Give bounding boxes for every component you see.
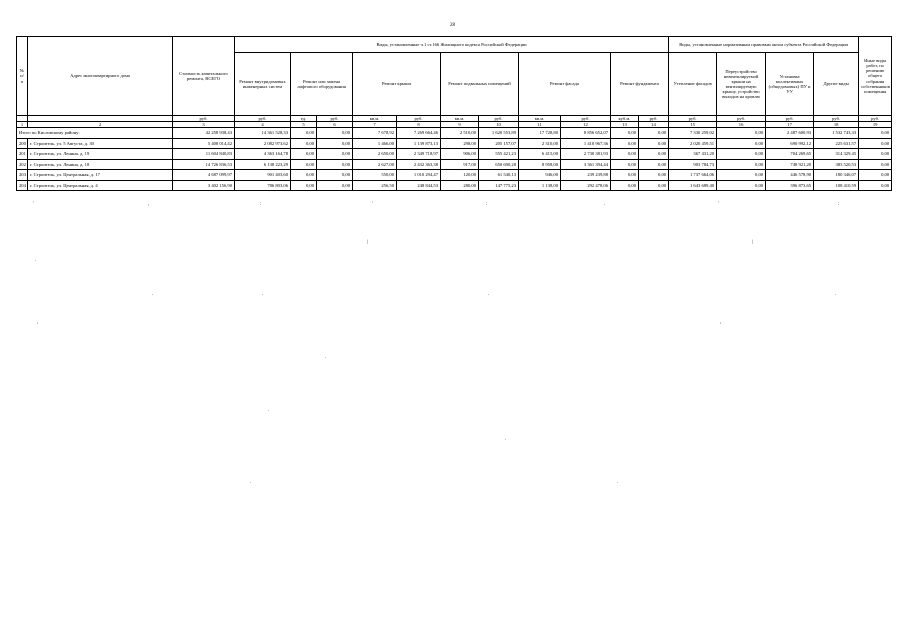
row-number: 202 — [17, 159, 28, 170]
value-cell: 0,00 — [291, 180, 317, 191]
column-number-cell: 9 — [441, 122, 479, 128]
header-facade: Ремонт фасада — [519, 53, 611, 116]
table-row — [17, 149, 892, 160]
value-cell: 7 330 259,02 — [669, 128, 717, 139]
value-cell: 4 687 099,97 — [173, 170, 235, 181]
unit-cell: кв.м. — [519, 116, 561, 122]
value-cell: 704 269,65 — [766, 149, 814, 160]
scan-speck: . — [152, 292, 154, 297]
scan-speck: . — [488, 292, 490, 297]
column-number-cell: 13 — [611, 122, 639, 128]
value-cell: 14 726 836,53 — [173, 159, 235, 170]
value-cell: 7 678,92 — [353, 128, 397, 139]
value-cell: 1 139 873,13 — [397, 138, 441, 149]
value-cell: 0,00 — [317, 128, 353, 139]
scan-speck: ' — [33, 202, 34, 207]
unit-cell: ед. — [291, 116, 317, 122]
value-cell: 1 643 689,40 — [669, 180, 717, 191]
address-cell: г. Строитель, ул. 5 Августа, д. 30 — [28, 138, 173, 149]
value-cell: 1 010 294,47 — [397, 170, 441, 181]
value-cell: 650 690,28 — [479, 159, 519, 170]
column-number-cell: 1 — [17, 122, 28, 128]
value-cell: 0,00 — [859, 180, 892, 191]
scan-speck: : — [486, 202, 488, 207]
scan-speck: ' — [372, 202, 373, 207]
value-cell: 2 020 459,51 — [669, 138, 717, 149]
value-cell: 0,00 — [611, 159, 639, 170]
value-cell: 0,00 — [611, 149, 639, 160]
row-number: 200 — [17, 138, 28, 149]
row-number: 201 — [17, 149, 28, 160]
column-number-cell: 15 — [669, 122, 717, 128]
value-cell: 108 410,59 — [814, 180, 859, 191]
value-cell: 6 415,00 — [519, 149, 561, 160]
value-cell: 690 992,12 — [766, 138, 814, 149]
value-cell: 446 578,90 — [766, 170, 814, 181]
scan-speck: , — [37, 320, 39, 325]
value-cell: 280,00 — [441, 180, 479, 191]
scan-speck: . — [262, 292, 264, 297]
unit-cell: руб. — [717, 116, 766, 122]
value-cell: 0,00 — [611, 170, 639, 181]
value-cell: 298,00 — [441, 138, 479, 149]
header-insulation: Утепление фасадов — [669, 53, 717, 116]
unit-cell: руб. — [669, 116, 717, 122]
unit-cell: руб. — [173, 116, 235, 122]
value-cell: 14 361 528,33 — [235, 128, 291, 139]
unit-cell: руб. — [639, 116, 669, 122]
value-cell: 8 856 652,07 — [561, 128, 611, 139]
value-cell: 0,00 — [639, 170, 669, 181]
value-cell: 0,00 — [317, 170, 353, 181]
value-cell: 0,00 — [859, 170, 892, 181]
total-label: Итого по Кисловскому району: — [17, 128, 173, 139]
address-cell: г. Строитель, ул. Центральная, д. 4 — [28, 180, 173, 191]
value-cell: 901 403,60 — [235, 170, 291, 181]
value-cell: 0,00 — [717, 128, 766, 139]
value-cell: 906,00 — [441, 149, 479, 160]
value-cell: 555 421,23 — [479, 149, 519, 160]
value-cell: 1 737 664,06 — [669, 170, 717, 181]
value-cell: 5 408 014,42 — [173, 138, 235, 149]
value-cell: 205 157,07 — [479, 138, 519, 149]
scan-speck: . — [617, 480, 619, 485]
value-cell: 0,00 — [317, 180, 353, 191]
value-cell: 396 873,65 — [766, 180, 814, 191]
column-number-cell: 14 — [639, 122, 669, 128]
scan-speck: , — [720, 320, 722, 325]
value-cell: 0,00 — [317, 149, 353, 160]
value-cell: 0,00 — [717, 180, 766, 191]
column-number-cell: 6 — [317, 122, 353, 128]
header-no: № п/п — [17, 37, 28, 116]
value-cell: 383 520,53 — [814, 159, 859, 170]
value-cell: 0,00 — [291, 170, 317, 181]
unit-cell: руб. — [317, 116, 353, 122]
scan-speck: . — [604, 202, 606, 207]
value-cell: 0,00 — [639, 138, 669, 149]
column-number-cell: 12 — [561, 122, 611, 128]
address-cell: г. Строитель, ул. Центральная, д. 17 — [28, 170, 173, 181]
value-cell: 0,00 — [717, 138, 766, 149]
unit-cell: куб.м. — [611, 116, 639, 122]
address-cell: г. Строитель, ул. Ленина, д. 18 — [28, 159, 173, 170]
value-cell: 1 532 743,33 — [814, 128, 859, 139]
value-cell: 2 082 973,62 — [235, 138, 291, 149]
value-cell: 17 728,80 — [519, 128, 561, 139]
scan-speck: | — [367, 240, 369, 245]
column-number-cell: 3 — [173, 122, 235, 128]
value-cell: 256,50 — [353, 180, 397, 191]
header-group-local: Виды, установленные нормативным правовым актом субъекта Российской Федерации — [669, 37, 859, 53]
unit-cell: руб. — [479, 116, 519, 122]
column-number-cell: 4 — [235, 122, 291, 128]
column-number-cell: 16 — [717, 122, 766, 128]
value-cell: 4 363 164,78 — [235, 149, 291, 160]
value-cell: 2 432 363,38 — [397, 159, 441, 170]
value-cell: 2 627,00 — [353, 159, 397, 170]
value-cell: 550,00 — [353, 170, 397, 181]
value-cell: 0,00 — [859, 159, 892, 170]
column-number-cell: 11 — [519, 122, 561, 128]
table-row — [17, 159, 892, 170]
value-cell: 180 346,07 — [814, 170, 859, 181]
table-row — [17, 138, 892, 149]
value-cell: 0,00 — [639, 149, 669, 160]
value-cell: 3 361 394,44 — [561, 159, 611, 170]
header-other-works: Иные виды работ, по решению общего собрания собственников помещения — [859, 37, 892, 116]
value-cell: 2 730 381,93 — [561, 149, 611, 160]
value-cell: 0,00 — [859, 149, 892, 160]
column-number-cell: 10 — [479, 122, 519, 128]
scan-speck: . — [250, 480, 252, 485]
header-other-types: Другие виды — [814, 53, 859, 116]
header-roof: Ремонт крыши — [353, 53, 441, 116]
column-number-cell: 2 — [28, 122, 173, 128]
total-row — [17, 128, 892, 139]
header-engineering: Ремонт внутридомовых инженерных систем — [235, 53, 291, 116]
scan-speck: : — [838, 202, 840, 207]
header-meters: Установка коллективных (общедомовых) ПУ и УУ — [766, 53, 814, 116]
value-cell: 0,00 — [291, 128, 317, 139]
value-cell: 1 138,00 — [519, 180, 561, 191]
row-number: 203 — [17, 170, 28, 181]
value-cell: 42 258 938,43 — [173, 128, 235, 139]
value-cell: 0,00 — [317, 159, 353, 170]
unit-cell: кв.м. — [441, 116, 479, 122]
value-cell: 7 269 664,46 — [397, 128, 441, 139]
table-row — [17, 180, 892, 191]
value-cell: 248 844,53 — [397, 180, 441, 191]
value-cell: 3 402 156,90 — [173, 180, 235, 191]
column-number-cell: 8 — [397, 122, 441, 128]
value-cell: 0,00 — [611, 128, 639, 139]
value-cell: 0,00 — [639, 128, 669, 139]
value-cell: 147 775,23 — [479, 180, 519, 191]
row-number: 204 — [17, 180, 28, 191]
column-number-cell: 7 — [353, 122, 397, 128]
header-elevator: Ремонт или замена лифтового оборудования — [291, 53, 353, 116]
value-cell: 11 604 840,83 — [173, 149, 235, 160]
column-number-cell: 5 — [291, 122, 317, 128]
unit-cell: руб. — [814, 116, 859, 122]
header-foundation: Ремонт фундамента — [611, 53, 669, 116]
capital-repair-table — [16, 36, 892, 191]
value-cell: 0,00 — [611, 138, 639, 149]
value-cell: 2 650,00 — [353, 149, 397, 160]
value-cell: 946,00 — [519, 170, 561, 181]
value-cell: 292 478,06 — [561, 180, 611, 191]
value-cell: 239 239,88 — [561, 170, 611, 181]
column-number-cell: 19 — [859, 122, 892, 128]
header-address: Адрес многоквартирного дома — [28, 37, 173, 116]
unit-cell: руб. — [235, 116, 291, 122]
value-cell: 917,00 — [441, 159, 479, 170]
unit-cell: руб. — [561, 116, 611, 122]
unit-cell: кв.м. — [353, 116, 397, 122]
scan-speck: | — [752, 240, 754, 245]
value-cell: 0,00 — [859, 128, 892, 139]
header-group-law: Виды, установленные ч.1 ст.166 Жилищного кодекса Российской Федерации — [235, 37, 669, 53]
value-cell: 903 784,73 — [669, 159, 717, 170]
header-roof-conversion: Переустройство невентилируемой крыши на вентилируемую крышу, устройство выходов на кровлю — [717, 53, 766, 116]
page-number: 28 — [450, 23, 455, 28]
value-cell: 120,00 — [441, 170, 479, 181]
value-cell: 0,00 — [717, 159, 766, 170]
value-cell: 0,00 — [717, 149, 766, 160]
scan-speck: . — [268, 408, 270, 413]
unit-cell: руб. — [766, 116, 814, 122]
value-cell: 8 958,00 — [519, 159, 561, 170]
value-cell: 1 620 553,89 — [479, 128, 519, 139]
scan-speck: . — [505, 437, 507, 442]
value-cell: 786 803,06 — [235, 180, 291, 191]
column-number-cell: 18 — [814, 122, 859, 128]
value-cell: 1 410 967,36 — [561, 138, 611, 149]
scan-speck: ' — [718, 202, 719, 207]
header-total-cost: Стоимость капитального ремонта, ВСЕГО — [173, 37, 235, 116]
value-cell: 225 631,57 — [814, 138, 859, 149]
address-cell: г. Строитель, ул. Ленина, д. 19 — [28, 149, 173, 160]
value-cell: 0,00 — [317, 138, 353, 149]
value-cell: 2 349 718,97 — [397, 149, 441, 160]
scan-speck: , — [148, 202, 150, 207]
value-cell: 61 540,13 — [479, 170, 519, 181]
scan-speck: . — [325, 355, 327, 360]
value-cell: 0,00 — [291, 149, 317, 160]
value-cell: 0,00 — [639, 159, 669, 170]
value-cell: 6 138 223,29 — [235, 159, 291, 170]
value-cell: 1 466,00 — [353, 138, 397, 149]
unit-cell: руб. — [859, 116, 892, 122]
scan-speck: : — [260, 202, 262, 207]
value-cell: 0,00 — [611, 180, 639, 191]
value-cell: 748 921,20 — [766, 159, 814, 170]
value-cell: 0,00 — [291, 159, 317, 170]
scan-speck: . — [835, 292, 837, 297]
value-cell: 314 329,45 — [814, 149, 859, 160]
value-cell: 2 310,00 — [519, 138, 561, 149]
value-cell: 367 431,20 — [669, 149, 717, 160]
unit-cell: руб. — [397, 116, 441, 122]
column-number-cell: 17 — [766, 122, 814, 128]
value-cell: 2 510,00 — [441, 128, 479, 139]
value-cell: 0,00 — [639, 180, 669, 191]
scan-speck: . — [35, 258, 37, 263]
value-cell: 0,00 — [717, 170, 766, 181]
table-row — [17, 170, 892, 181]
value-cell: 0,00 — [291, 138, 317, 149]
header-basement: Ремонт подвальных помещений — [441, 53, 519, 116]
value-cell: 2 487 600,93 — [766, 128, 814, 139]
value-cell: 0,00 — [859, 138, 892, 149]
